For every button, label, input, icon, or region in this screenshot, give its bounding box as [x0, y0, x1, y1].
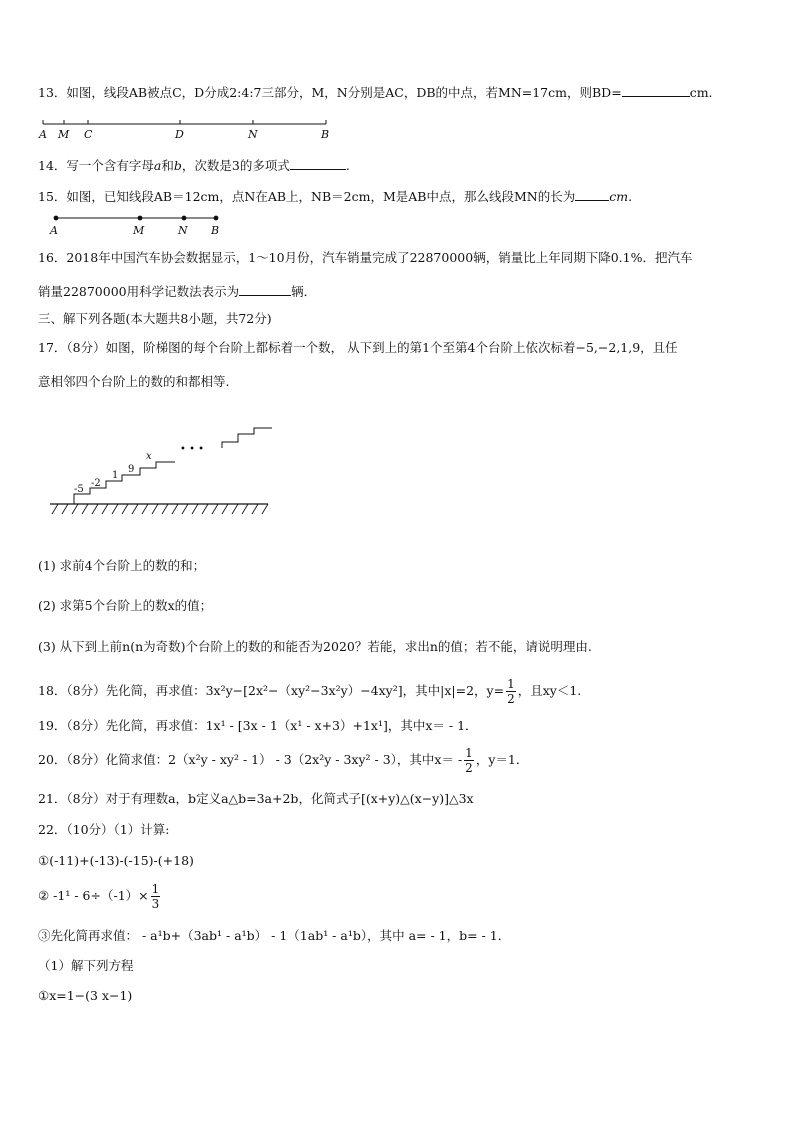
q16-answer-blank[interactable]: [239, 283, 291, 296]
q17-step-2-label: -2: [91, 478, 101, 489]
q20-text: [38, 745, 528, 775]
q18-denominator: 2: [507, 692, 515, 706]
q21-text: 21．（8分）对于有理数a，b定义a△b=3a+2b，化简式子[(x+y)△(x−y)]△3x: [38, 791, 474, 806]
q14-stem-b: ，次数是3的多项式: [181, 158, 290, 173]
q17-step-5-label: x: [146, 451, 152, 462]
q22-sub-heading: （1）解下列方程: [38, 958, 134, 973]
q13-point-C: C: [84, 128, 93, 141]
q14-and: 和: [161, 158, 174, 173]
q17-step-3-label: 1: [112, 470, 119, 481]
q17-line1: 17．（8分）如图，阶梯图的每个台阶上都标着一个数， 从下到上的第1个至第4个台阶上依次标着−5,−2,1,9，且任: [38, 340, 678, 355]
q17-line2: 意相邻四个台阶上的数的和都相等.: [38, 374, 230, 389]
q14-letter-a: a: [153, 158, 162, 173]
q22-equation-1: ①x=1−(3 x−1): [38, 988, 133, 1003]
q13-unit: cm.: [689, 85, 713, 100]
q13-stem: 13．如图，线段AB被点C，D分成2:4:7三部分，M，N分别是AC，DB的中点，若MN=17cm，则BD=: [38, 85, 622, 100]
q17-sub3: (3) 从下到上前n(n为奇数)个台阶上的数的和能否为2020？若能，求出n的值；若不能，请说明理由.: [38, 639, 592, 654]
q18-text: [38, 676, 581, 706]
q17-sub1: (1) 求前4个台阶上的数的和；: [38, 558, 206, 573]
q22-item-2-denominator: 3: [151, 897, 160, 911]
q16-line2: [38, 283, 316, 300]
q14-answer-blank[interactable]: [290, 157, 346, 170]
q20-tail: ，y＝1．: [475, 752, 529, 767]
q13-answer-blank[interactable]: [622, 84, 690, 97]
q20-fraction: [464, 746, 474, 775]
q15-point-M: M: [133, 224, 145, 237]
section-three-heading: 三、解下列各题(本大题共8小题，共72分): [38, 311, 272, 326]
q16-unit: 辆．: [291, 284, 317, 299]
q15-text: [38, 188, 632, 205]
q16-stem: 销量22870000用科学记数法表示为: [38, 284, 240, 299]
q20-numerator: 1: [465, 746, 473, 760]
q13-point-M: M: [58, 128, 70, 141]
q15-point-N: N: [178, 224, 188, 237]
q13-point-B: B: [321, 128, 330, 141]
q22-item-2-fraction: [151, 882, 161, 911]
q18-stem: 18．（8分）先化简，再求值：3x²y−[2x²−（xy²−3x²y）−4xy²]，其中|x|=2，y=: [38, 683, 505, 698]
q13-text: [38, 84, 713, 101]
q15-answer-blank[interactable]: [575, 188, 609, 201]
q15-unit: cm.: [609, 189, 633, 204]
q15-point-A: A: [50, 224, 58, 237]
q13-point-N: N: [248, 128, 258, 141]
q17-step-4-label: 9: [128, 464, 135, 475]
q17-sub2: (2) 求第5个台阶上的数x的值；: [38, 598, 213, 613]
q14-period: .: [345, 158, 350, 173]
q18-numerator: 1: [507, 677, 515, 691]
q14-text: [38, 157, 350, 174]
q22-item-2-stem: ② -1¹ - 6÷（-1）×: [38, 888, 149, 903]
q15-segment-figure: [44, 212, 234, 238]
q13-point-A: A: [39, 128, 47, 141]
q13-point-D: D: [175, 128, 184, 141]
q22-item-3: ③先化简再求值： - a¹b+（3ab¹ - a¹b） - 1（1ab¹ - a¹b），其中 a= - 1，b= - 1．: [38, 928, 511, 943]
q20-denominator: 2: [465, 761, 473, 775]
q17-staircase-figure: [50, 418, 275, 522]
q13-segment-figure: [36, 116, 336, 142]
q22-heading: 22．（10分）（1）计算:: [38, 822, 170, 837]
q22-item-2: [38, 880, 162, 912]
q15-stem: 15．如图，已知线段AB＝12cm，点N在AB上，NB＝2cm，M是AB中点，那么线段MN的长为: [38, 189, 576, 204]
q19-text: 19．（8分）先化简，再求值：1x¹ - [3x - 1（x¹ - x+3）+1x¹]，其中x＝ - 1．: [38, 718, 478, 733]
q20-stem: 20．（8分）化简求值：2（x²y - xy² - 1） - 3（2x²y - 3xy² - 3），其中x＝ -: [38, 752, 463, 767]
q17-step-1-label: -5: [74, 484, 84, 495]
q15-point-B: B: [211, 224, 220, 237]
q18-tail: ，且xy＜1.: [517, 683, 582, 698]
q22-item-1: ①(-11)+(-13)-(-15)-(+18): [38, 853, 194, 868]
q18-fraction: [506, 677, 516, 706]
q16-line1: 16．2018年中国汽车协会数据显示，1～10月份，汽车销量完成了22870000辆，销量比上年同期下降0.1%．把汽车: [38, 250, 693, 265]
q17-ellipsis-dots: • • •: [180, 444, 205, 455]
q14-stem: 14．写一个含有字母: [38, 158, 154, 173]
q22-item-2-numerator: 1: [151, 882, 160, 896]
q14-letter-b: b: [173, 158, 182, 173]
